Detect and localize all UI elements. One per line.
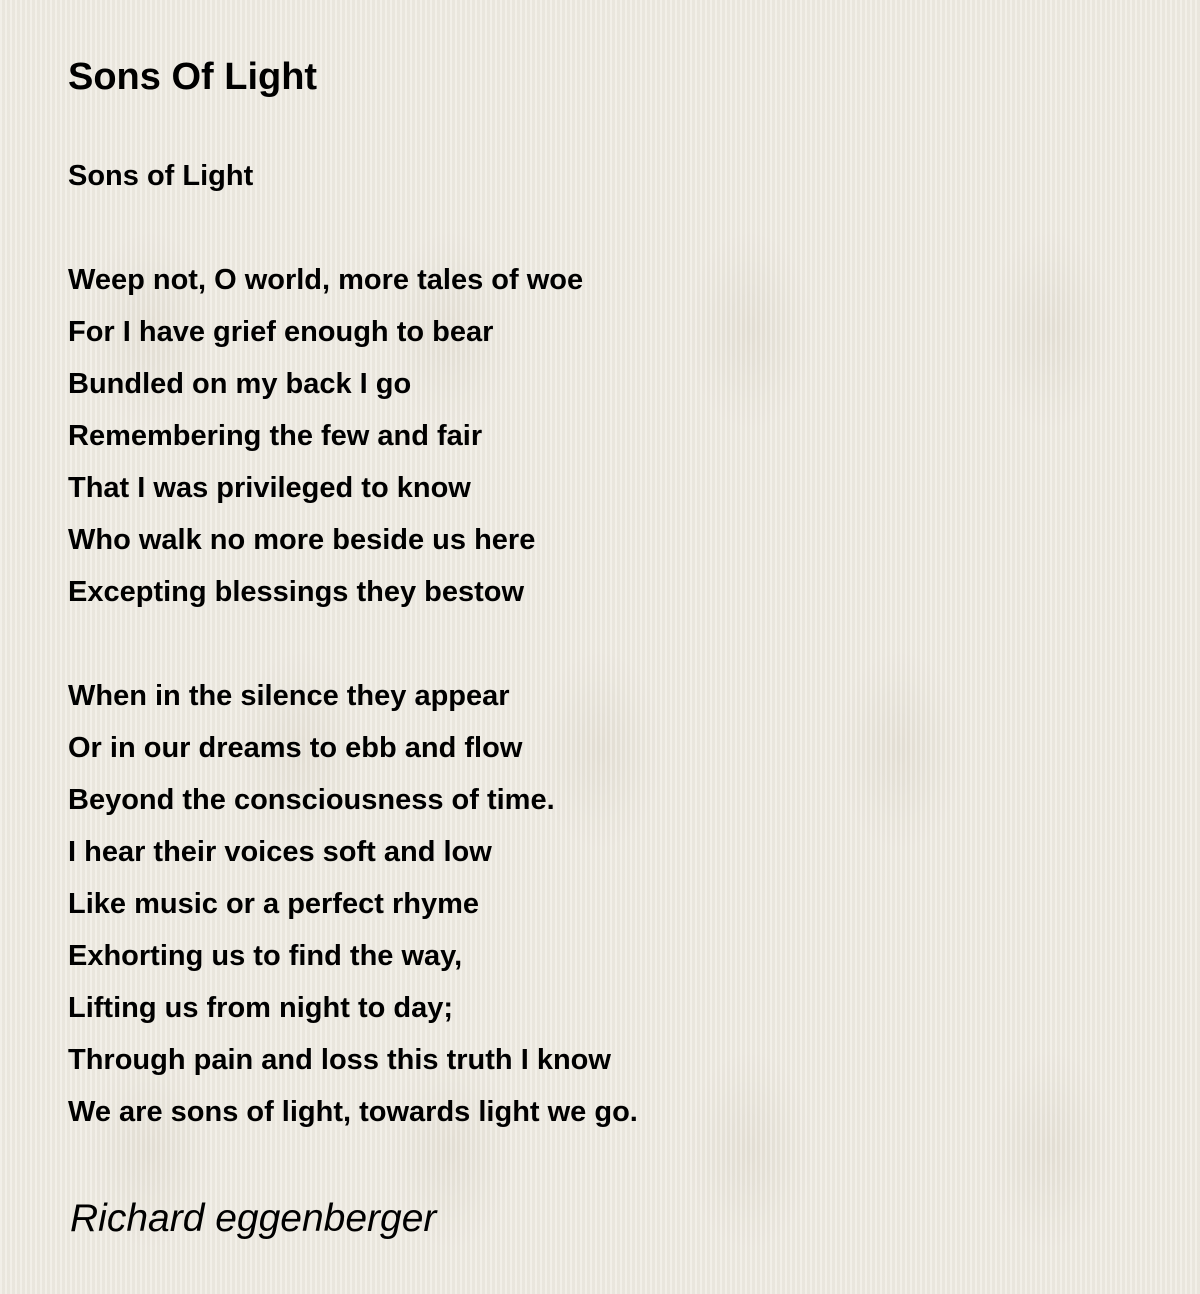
poem-line: Like music or a perfect rhyme xyxy=(68,888,479,920)
poem-line: Remembering the few and fair xyxy=(68,420,483,452)
poem-line: Bundled on my back I go xyxy=(68,368,412,400)
poem-author: Richard eggenberger xyxy=(70,1197,437,1240)
poem-line: Beyond the consciousness of time. xyxy=(68,784,555,816)
poem-line: When in the silence they appear xyxy=(68,680,510,712)
poem-subtitle: Sons of Light xyxy=(68,160,254,192)
poem-line: I hear their voices soft and low xyxy=(68,836,492,868)
poem-line: That I was privileged to know xyxy=(68,472,471,504)
poem-line: Who walk no more beside us here xyxy=(68,524,536,556)
stanza-2 xyxy=(68,670,638,1138)
poem-line: Excepting blessings they bestow xyxy=(68,576,525,608)
poem-line: For I have grief enough to bear xyxy=(68,316,494,348)
stanza-1 xyxy=(68,254,638,618)
stanza-gap xyxy=(68,618,638,670)
poem-title: Sons Of Light xyxy=(68,56,318,98)
poem-line: Exhorting us to find the way, xyxy=(68,940,463,972)
poem-body xyxy=(68,150,638,1138)
stanza-gap xyxy=(68,202,638,254)
poem-line: We are sons of light, towards light we go. xyxy=(68,1096,638,1128)
poem-line: Weep not, O world, more tales of woe xyxy=(68,264,584,296)
poem-line: Lifting us from night to day; xyxy=(68,992,454,1024)
poem-line: Through pain and loss this truth I know xyxy=(68,1044,611,1076)
poem-line: Or in our dreams to ebb and flow xyxy=(68,732,523,764)
